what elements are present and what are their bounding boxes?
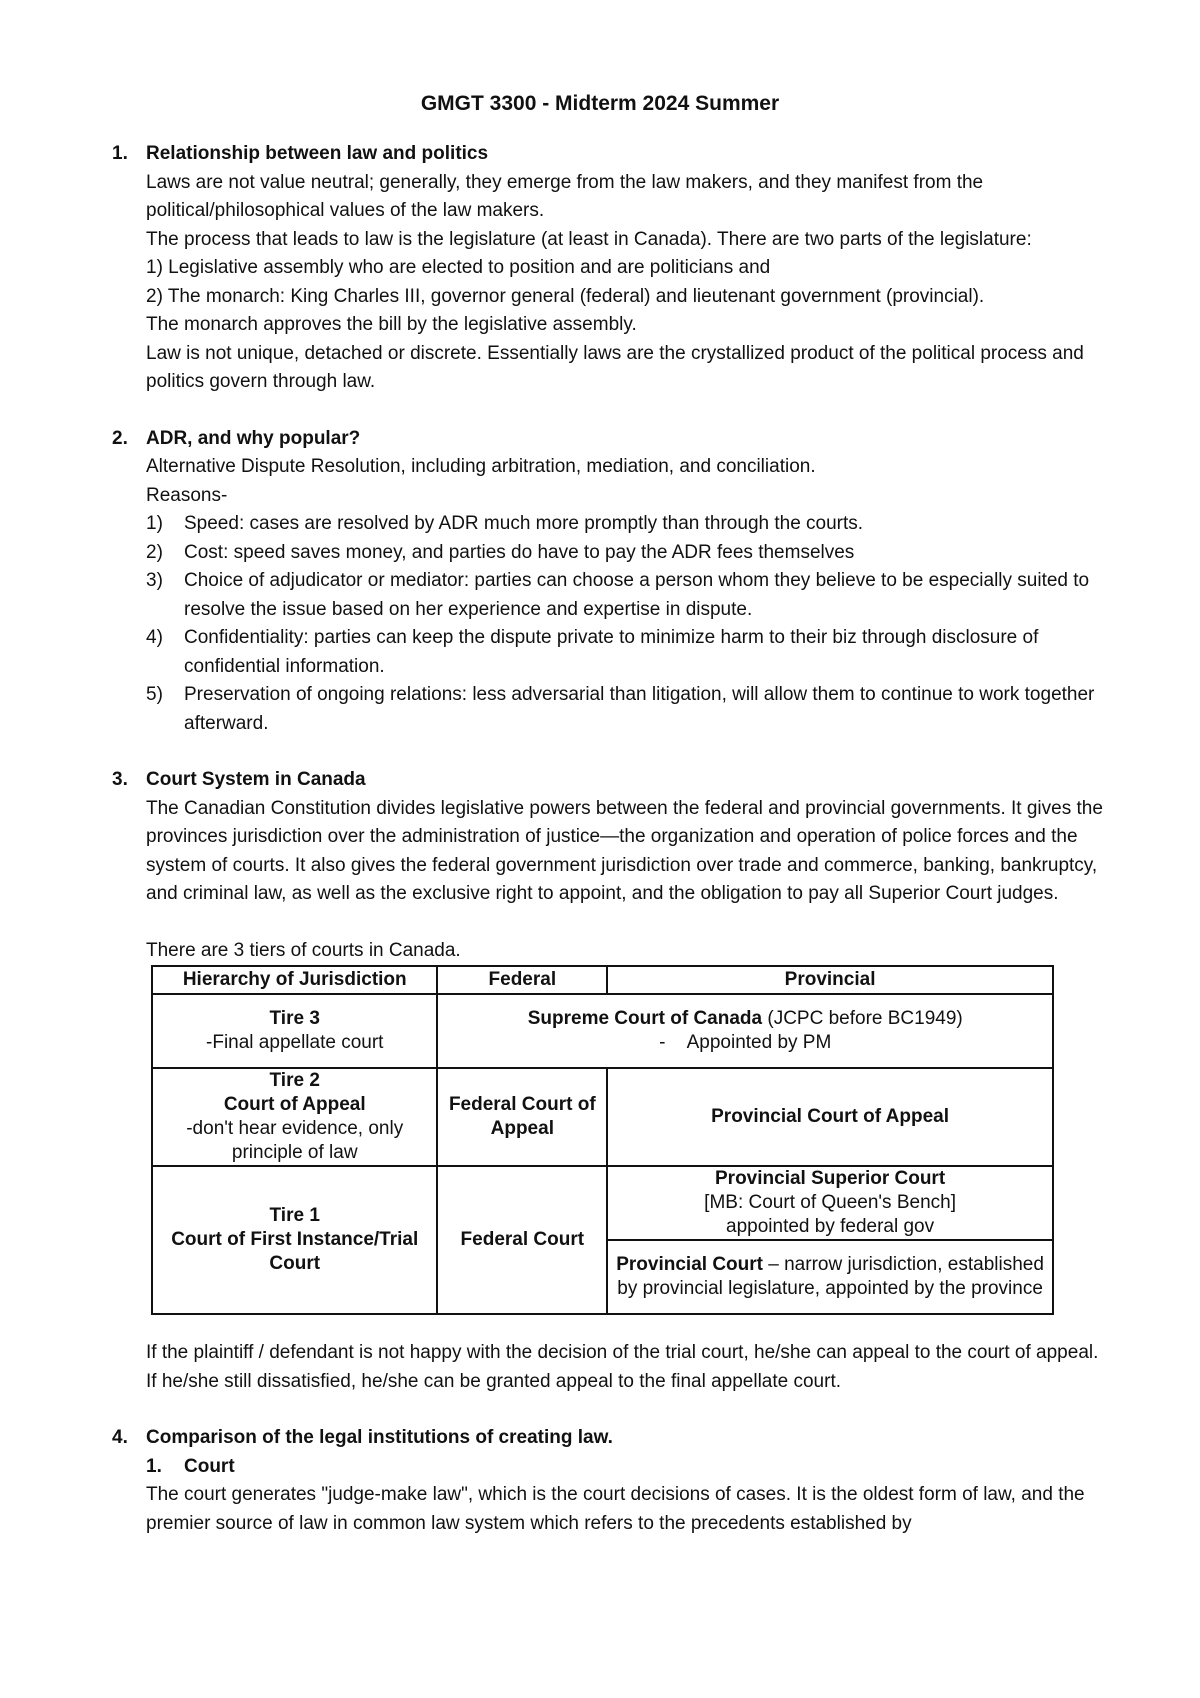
court-hierarchy-table: [151, 965, 1054, 1315]
court-name: Supreme Court of Canada: [527, 1008, 763, 1029]
tier-label: Tire 1: [269, 1205, 320, 1226]
federal-court-cell: Federal Court: [437, 1166, 607, 1314]
section-law-politics: [112, 140, 1112, 397]
list-text: Choice of adjudicator or mediator: parties can choose a person whom they believe to be especially suited to resolve the issue based on her experience and expertise in dispute.: [184, 570, 1090, 620]
section-heading: Court System in Canada: [146, 769, 366, 790]
table-row-tier2: [152, 1068, 1053, 1166]
paragraph: 1) Legislative assembly who are elected to position and are politicians and: [146, 257, 771, 278]
paragraph: If the plaintiff / defendant is not happy with the decision of the trial court, he/she can appeal to the court of appeal. If he/she still dissatisfied, he/she can be granted appeal to the final appellate court.: [146, 1342, 1099, 1392]
column-header: Hierarchy of Jurisdiction: [152, 966, 437, 994]
tier-name: Court of Appeal: [223, 1094, 366, 1115]
tier-cell: [152, 994, 437, 1068]
tiers-intro: There are 3 tiers of courts in Canada.: [146, 939, 461, 961]
provincial-superior-court-cell: [607, 1166, 1053, 1240]
page-title: GMGT 3300 - Midterm 2024 Summer: [420, 92, 780, 115]
paragraph: Alternative Dispute Resolution, including arbitration, mediation, and conciliation.: [146, 456, 816, 477]
list-number: 2): [146, 541, 163, 563]
court-name: Provincial Superior Court: [715, 1168, 946, 1189]
section-heading: ADR, and why popular?: [146, 427, 361, 449]
column-header: Federal: [437, 966, 607, 994]
paragraph: The process that leads to law is the legislature (at least in Canada). There are two parts of the legislature:: [146, 228, 1032, 250]
subsection-number: 1.: [146, 1455, 162, 1477]
tier-label: Tire 3: [269, 1008, 320, 1029]
tier-desc: -Final appellate court: [206, 1032, 384, 1053]
provincial-court-of-appeal-cell: Provincial Court of Appeal: [607, 1068, 1053, 1166]
tier-desc: -don't hear evidence, only principle of law: [186, 1118, 404, 1163]
court-note: (JCPC before BC1949): [762, 1008, 963, 1029]
paragraph: The Canadian Constitution divides legislative powers between the federal and provincial governments. It gives the provinces jurisdiction over the administration of justice—the organization and operation of police forces and the system of courts. It also gives the federal government jurisdiction over trade and commerce, banking, bankruptcy, and criminal law, as well as the exclusive right to appoint, and the obligation to pay all Superior Court judges.: [146, 797, 1103, 904]
list-text: Cost: speed saves money, and parties do have to pay the ADR fees themselves: [184, 541, 855, 563]
federal-court-of-appeal-cell: Federal Court of Appeal: [437, 1068, 607, 1166]
appointment-note: - Appointed by PM: [659, 1032, 832, 1053]
section-legal-institutions: [112, 1424, 1112, 1538]
document-body: [112, 140, 1112, 1566]
reasons-list: [146, 510, 1112, 738]
court-note: [MB: Court of Queen's Bench]: [704, 1192, 956, 1213]
paragraph: The monarch approves the bill by the legislative assembly.: [146, 314, 637, 335]
table-row-tier1a: [152, 1166, 1053, 1240]
reasons-label: Reasons-: [146, 484, 228, 506]
section-adr: [112, 425, 1112, 739]
list-text: Preservation of ongoing relations: less adversarial than litigation, will allow them to continue to work together afterward.: [184, 684, 1095, 734]
table-row-tier3: [152, 994, 1053, 1068]
table-header-row: [152, 966, 1053, 994]
list-item: [146, 681, 1112, 738]
list-text: Speed: cases are resolved by ADR much more promptly than through the courts.: [184, 513, 864, 534]
paragraph: Laws are not value neutral; generally, they emerge from the law makers, and they manifest from the political/philosophical values of the law makers.: [146, 171, 984, 221]
list-number: 1): [146, 513, 163, 534]
court-note: – narrow jurisdiction, established by provincial legislature, appointed by the province: [617, 1254, 1044, 1299]
subsection-heading: [146, 1453, 1112, 1482]
paragraph: 2) The monarch: King Charles III, governor general (federal) and lieutenant government (provincial).: [146, 285, 985, 307]
list-number: 5): [146, 684, 163, 705]
list-number: 4): [146, 627, 163, 648]
section-number: 4.: [112, 1427, 128, 1448]
section-heading: Comparison of the legal institutions of creating law.: [146, 1427, 613, 1448]
list-text: Confidentiality: parties can keep the dispute private to minimize harm to their biz through disclosure of confidential information.: [184, 627, 1039, 677]
subsection-title: Court: [184, 1455, 235, 1477]
list-item: [146, 624, 1112, 681]
section-number: 2.: [112, 427, 128, 449]
list-item: [146, 567, 1112, 624]
section-heading: Relationship between law and politics: [146, 143, 489, 164]
provincial-court-cell: [607, 1240, 1053, 1314]
section-number: 3.: [112, 769, 128, 790]
section-court-system: [112, 766, 1112, 1396]
tier-cell: [152, 1068, 437, 1166]
list-item: [146, 510, 1112, 539]
section-number: 1.: [112, 143, 128, 164]
column-header: Provincial: [607, 966, 1053, 994]
tier-label: Tire 2: [269, 1070, 320, 1091]
supreme-court-cell: [437, 994, 1053, 1068]
court-name: Provincial Court: [616, 1254, 763, 1275]
paragraph: Law is not unique, detached or discrete. Essentially laws are the crystallized product of the political process and politics govern through law.: [146, 342, 1084, 392]
tier-name: Court of First Instance/Trial Court: [171, 1229, 419, 1274]
tier-cell: [152, 1166, 437, 1314]
list-item: [146, 539, 1112, 568]
list-number: 3): [146, 570, 163, 591]
paragraph: The court generates "judge-make law", which is the court decisions of cases. It is the oldest form of law, and the premier source of law in common law system which refers to the precedents established by: [146, 1484, 1085, 1534]
court-note: appointed by federal gov: [726, 1216, 935, 1237]
